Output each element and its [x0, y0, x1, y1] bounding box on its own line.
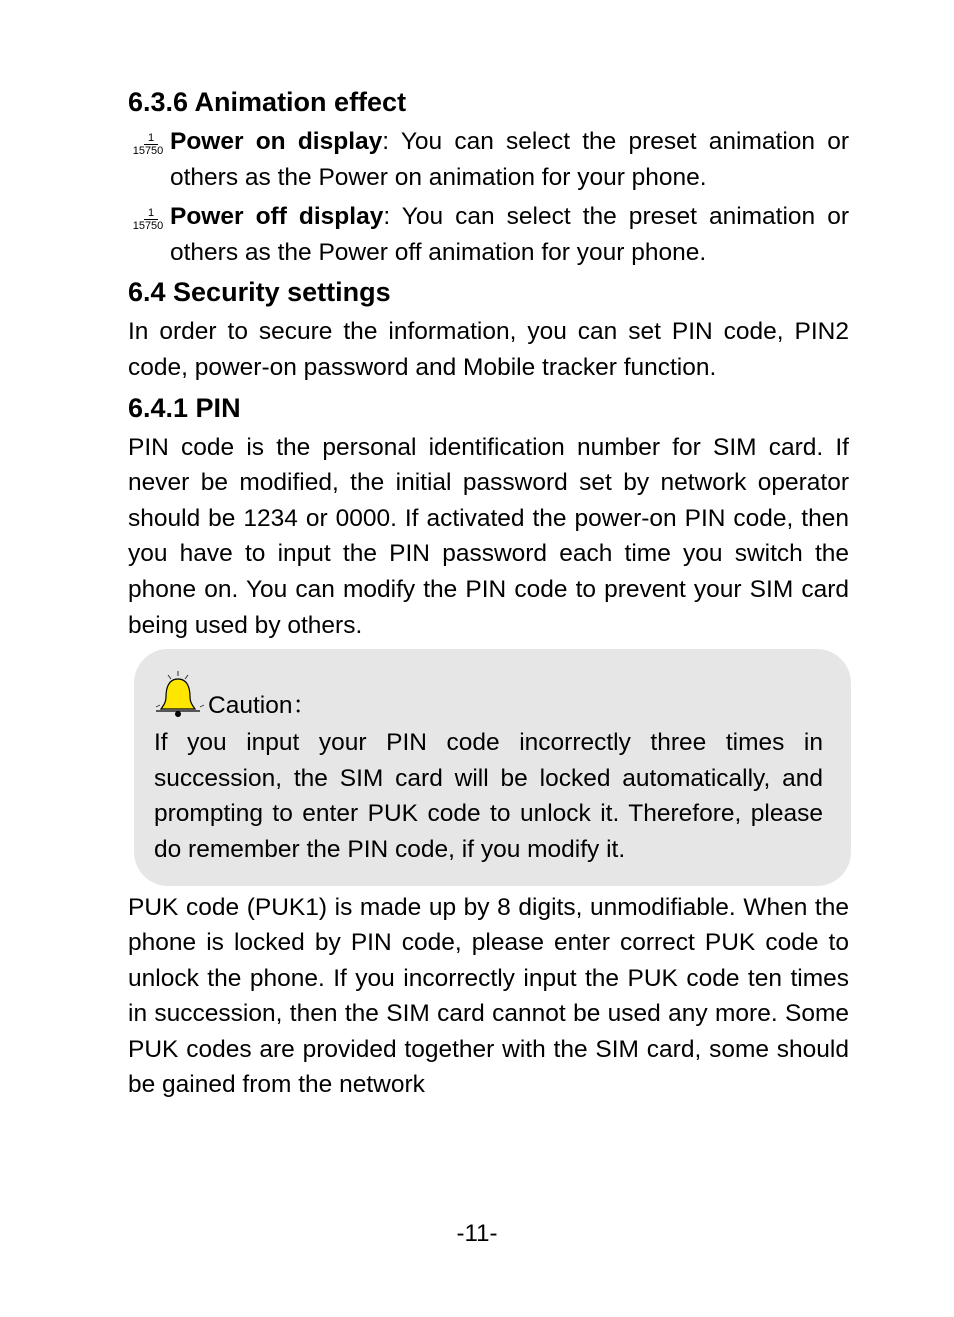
heading-pin: 6.4.1 PIN [128, 392, 241, 423]
bullet-marker: $\frac{1}{15750}$ [132, 132, 164, 157]
bullet-marker: $\frac{1}{15750}$ [132, 207, 164, 233]
page-content [128, 84, 849, 1103]
page-number: -11- [456, 1220, 498, 1247]
caution-header [154, 663, 823, 721]
caution-box [134, 649, 851, 885]
caution-text: If you input your PIN code incorrectly three times in succession, the SIM card will be locked automatically, and prompting to enter PUK code to unlock it. Therefore, please do remember the PIN code, if you modify it. [154, 729, 823, 863]
heading-animation-effect: 6.3.6 Animation effect [128, 87, 407, 117]
caution-label: Caution： [208, 692, 317, 720]
pin-body: PIN code is the personal identification number for SIM card. If never be modified, the initial password set by network operator should be 1234 or 0000. If activated the power-on PIN code, then you have to input the PIN password each time you switch the phone on. You can modify the PIN code to prevent your SIM card being used by others. [128, 433, 849, 639]
bullet-text: : You can select the preset animation or others as the Power off animation for your phone. [170, 203, 850, 266]
bell-icon [154, 669, 206, 721]
security-settings-body: In order to secure the information, you can set PIN code, PIN2 code, power-on password and Mobile tracker function. [128, 318, 849, 381]
puk-body: PUK code (PUK1) is made up by 8 digits, unmodifiable. When the phone is locked by PIN code, please enter correct PUK code to unlock the phone. If you incorrectly input the PUK code ten times in succession, then the SIM card cannot be used any more. Some PUK codes are provided together with the SIM card, some should be gained from the network [128, 893, 849, 1099]
bullet-power-on-display [128, 124, 849, 195]
bullet-power-off-display [128, 199, 849, 270]
bullet-term: Power on display [170, 128, 383, 155]
bullet-term: Power off display [170, 203, 384, 231]
heading-security-settings: 6.4 Security settings [128, 277, 391, 308]
bullet-text: : You can select the preset animation or others as the Power on animation for your phone. [170, 128, 849, 191]
